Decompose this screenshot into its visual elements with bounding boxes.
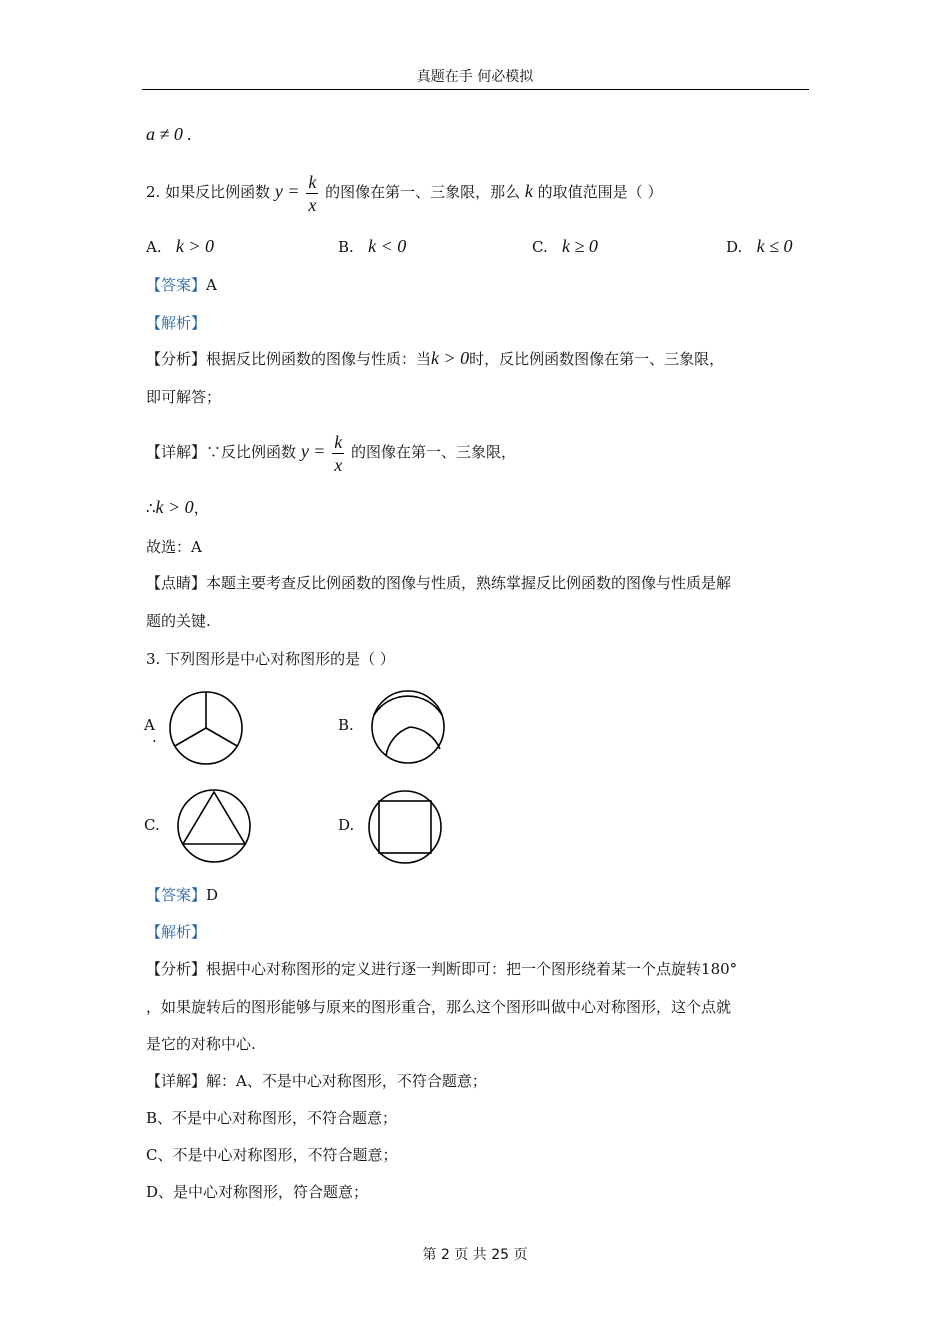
q2-detail-frac-num: k bbox=[334, 431, 343, 452]
q3-fenxi-text1: 根据中心对称图形的定义进行逐一判断即可：把一个图形绕着某一个点旋转180° bbox=[206, 960, 738, 978]
q2-func-lhs: y = bbox=[274, 181, 300, 201]
q2-dianjing-line1 bbox=[146, 572, 731, 593]
q3-fenxi-line1 bbox=[146, 958, 737, 979]
q3-detail-text1: 解：A、不是中心对称图形，不符合题意； bbox=[206, 1072, 487, 1090]
page-footer: 第 2 页 共 25 页 bbox=[422, 1247, 528, 1263]
q2-option-c bbox=[532, 236, 598, 257]
q2-text-before: 如果反比例函数 bbox=[165, 183, 271, 201]
q3-fenxi-line2: ，如果旋转后的图形能够与原来的图形重合，那么这个图形叫做中心对称图形，这个点就 bbox=[146, 998, 732, 1016]
q2-detail-fraction bbox=[332, 433, 344, 474]
q2-option-a-label: A. bbox=[146, 238, 162, 256]
q3-figure-c-circle-triangle bbox=[174, 786, 254, 866]
q3-number: 3. bbox=[146, 650, 161, 668]
q2-dianjing-tag: 【点睛】 bbox=[146, 574, 207, 592]
q2-option-d-expr: k ≤ 0 bbox=[756, 236, 793, 256]
q2-option-a-expr: k > 0 bbox=[175, 236, 215, 256]
q2-detail-text2: 的图像在第一、三象限， bbox=[351, 443, 517, 461]
q2-option-b bbox=[338, 236, 406, 257]
q2-option-d-label: D. bbox=[726, 238, 743, 256]
q2-fenxi-line2: 即可解答； bbox=[146, 388, 222, 406]
q3-answer-tag: 【答案】 bbox=[146, 886, 207, 904]
q2-option-d bbox=[726, 236, 792, 257]
q2-fenxi-text2: 时，反比例函数图像在第一、三象限， bbox=[469, 350, 725, 368]
page-header: 真题在手 何必模拟 bbox=[416, 69, 534, 85]
q2-frac-num: k bbox=[308, 171, 317, 192]
q3-text: 下列图形是中心对称图形的是（ ） bbox=[165, 650, 395, 668]
q2-frac-den: x bbox=[308, 194, 317, 215]
q3-fenxi-line3: 是它的对称中心. bbox=[146, 1035, 256, 1053]
q3-stem bbox=[146, 648, 395, 669]
q2-fenxi-text1: 根据反比例函数的图像与性质：当 bbox=[206, 350, 432, 368]
q2-fraction bbox=[306, 173, 318, 214]
q3-detail-line1 bbox=[146, 1070, 487, 1091]
q3-detail-line2: B、不是中心对称图形，不符合题意； bbox=[146, 1109, 398, 1127]
prev-answer-tail: a ≠ 0 . bbox=[146, 124, 192, 144]
q2-option-b-expr: k < 0 bbox=[368, 236, 407, 256]
q2-answer-value: A bbox=[206, 276, 217, 294]
header-divider bbox=[142, 89, 809, 90]
q2-fenxi-tag: 【分析】 bbox=[146, 350, 207, 368]
q3-answer bbox=[146, 884, 218, 905]
q2-dianjing-text1: 本题主要考查反比例函数的图像与性质，熟练掌握反比例函数的图像与性质是解 bbox=[206, 574, 732, 592]
q3-figure-b-circle-arcs bbox=[368, 687, 448, 767]
q2-therefore-end: ， bbox=[193, 499, 209, 517]
q3-detail-line3: C、不是中心对称图形，不符合题意； bbox=[146, 1146, 398, 1164]
q3-option-c-label: C. bbox=[144, 816, 160, 834]
q2-detail-lhs: y = bbox=[300, 441, 326, 461]
q2-stem bbox=[146, 168, 662, 215]
q3-option-a-label: A bbox=[144, 716, 155, 734]
q2-dianjing-line2: 题的关键. bbox=[146, 612, 211, 630]
q2-answer bbox=[146, 274, 217, 295]
q2-number: 2. bbox=[146, 183, 161, 201]
q3-figure-a-circle-three-radii bbox=[166, 688, 246, 768]
q3-option-b-label: B. bbox=[338, 716, 354, 734]
q3-detail-line4: D、是中心对称图形，符合题意； bbox=[146, 1183, 369, 1201]
q2-therefore-symbol: ∴ bbox=[146, 499, 156, 517]
q3-detail-tag: 【详解】 bbox=[146, 1072, 207, 1090]
q2-choose: 故选：A bbox=[146, 538, 202, 556]
q2-option-b-label: B. bbox=[338, 238, 354, 256]
q2-detail-line1 bbox=[146, 428, 516, 475]
q2-option-c-label: C. bbox=[532, 238, 548, 256]
q2-answer-tag: 【答案】 bbox=[146, 276, 207, 294]
q2-fenxi-expr: k > 0 bbox=[431, 348, 470, 368]
q2-text-mid: 的图像在第一、三象限，那么 bbox=[325, 183, 521, 201]
q3-figure-d-circle-square bbox=[365, 787, 445, 867]
q3-option-d-label: D. bbox=[338, 816, 355, 834]
q2-option-c-expr: k ≥ 0 bbox=[562, 236, 598, 256]
q2-text-after: 的取值范围是（ ） bbox=[537, 183, 663, 201]
q3-answer-value: D bbox=[206, 886, 219, 904]
q2-detail-text1: ∵反比例函数 bbox=[206, 443, 297, 461]
q2-therefore-line bbox=[146, 497, 209, 518]
q2-option-a bbox=[146, 236, 214, 257]
q3-option-a-dot: . bbox=[152, 728, 157, 746]
q2-detail-tag: 【详解】 bbox=[146, 443, 207, 461]
q2-fenxi-line1 bbox=[146, 348, 724, 369]
q3-fenxi-tag: 【分析】 bbox=[146, 960, 207, 978]
q2-analysis-tag: 【解析】 bbox=[146, 314, 207, 332]
q3-analysis-tag: 【解析】 bbox=[146, 923, 207, 941]
q2-therefore-expr: k > 0 bbox=[155, 497, 194, 517]
q2-detail-frac-den: x bbox=[334, 454, 343, 475]
q2-var-k: k bbox=[524, 181, 533, 201]
